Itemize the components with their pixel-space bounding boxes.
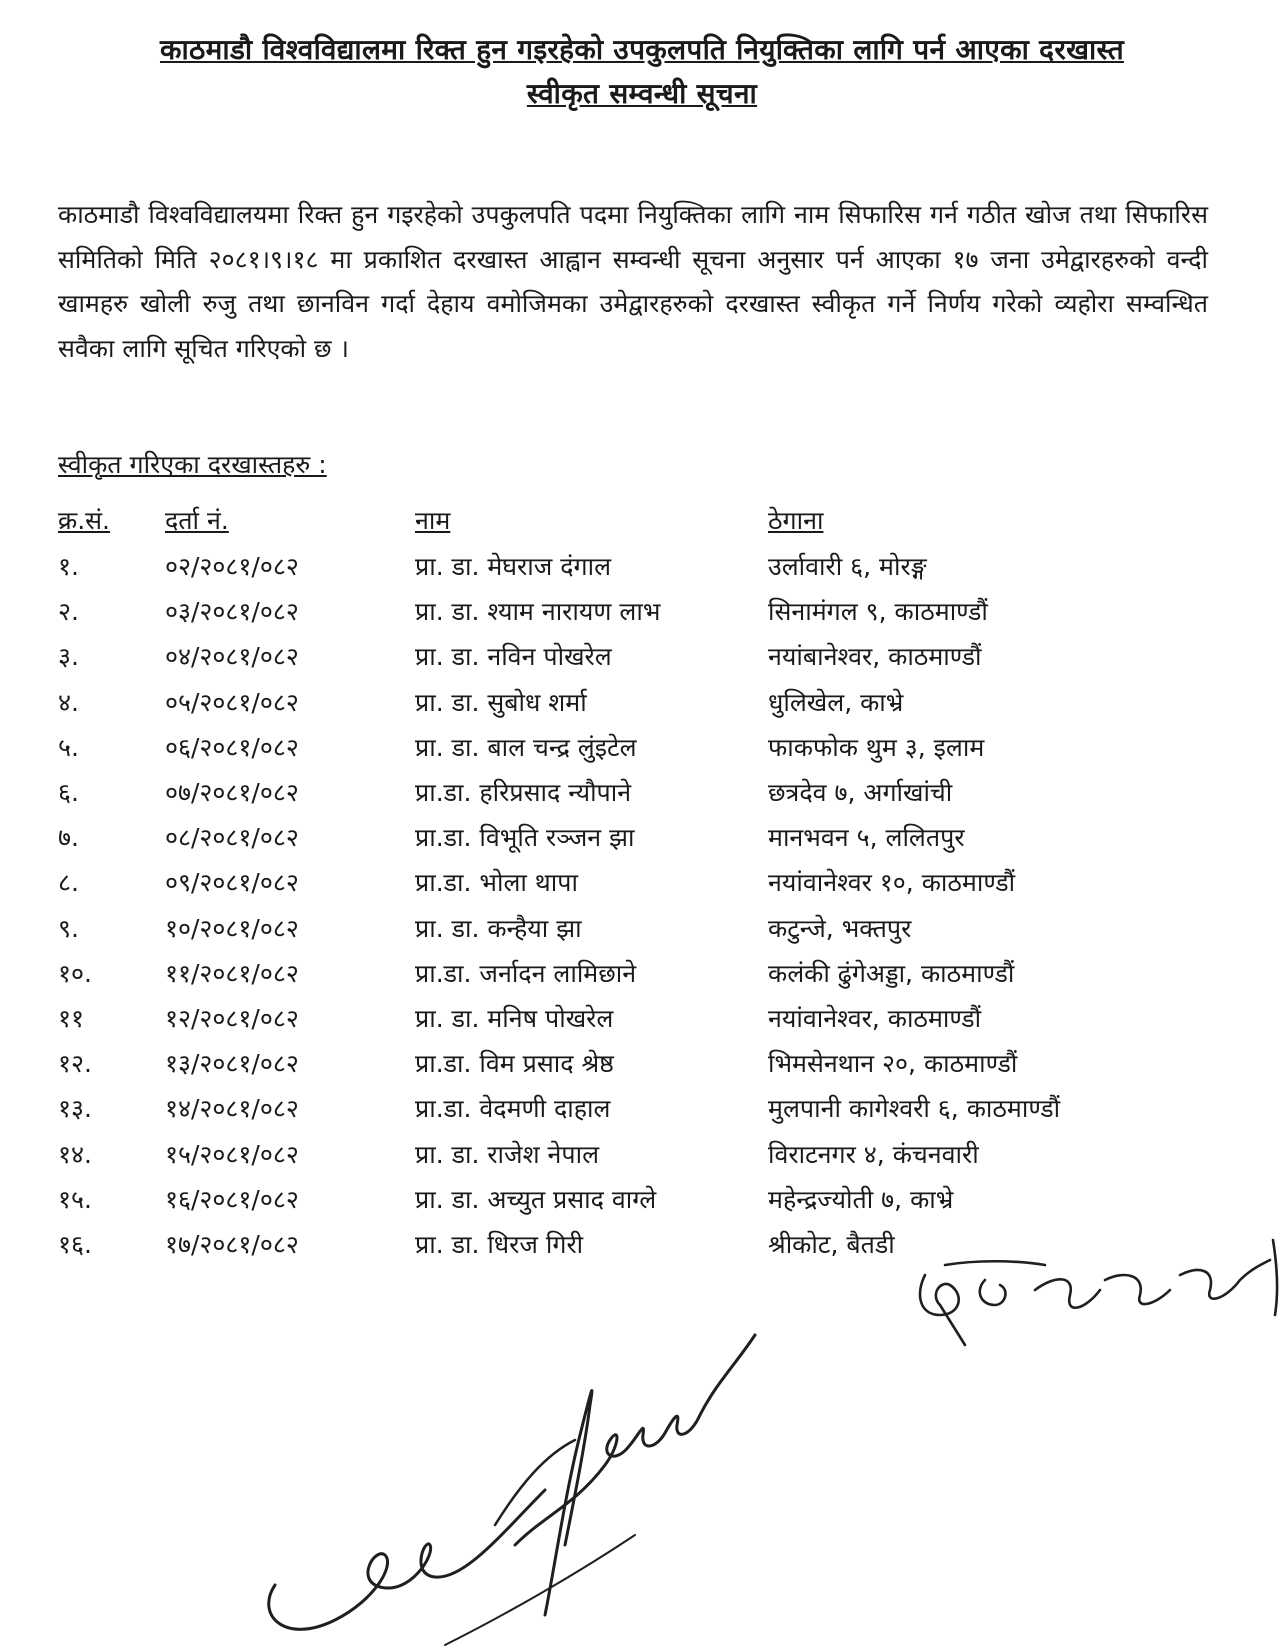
registration-number: ०५/२०८१/०८२ bbox=[165, 687, 299, 717]
serial-number: ६. bbox=[58, 778, 79, 807]
notice-title-line-1: काठमाडौ विश्वविद्यालमा रिक्त हुन गइरहेको उपकुलपति नियुक्तिका लागि पर्न आएका दरखास्त bbox=[159, 33, 1125, 66]
applicant-name: प्रा.डा. वेदमणी दाहाल bbox=[415, 1094, 611, 1124]
table-row bbox=[0, 685, 1284, 725]
registration-number: १५/२०८१/०८२ bbox=[165, 1139, 299, 1169]
applicant-address: श्रीकोट, बैतडी bbox=[768, 1230, 895, 1259]
table-row bbox=[0, 1137, 1284, 1177]
serial-number: ८. bbox=[58, 868, 79, 898]
applicant-name: प्रा.डा. हरिप्रसाद न्यौपाने bbox=[415, 778, 632, 807]
serial-number: १५. bbox=[58, 1184, 92, 1214]
header-registration-number: दर्ता नं. bbox=[165, 506, 229, 535]
registration-number: ०३/२०८१/०८२ bbox=[165, 597, 299, 627]
applicant-address: धुलिखेल, काभ्रे bbox=[768, 687, 904, 717]
applicant-address: मानभवन ५, ललितपुर bbox=[768, 823, 965, 853]
table-row bbox=[0, 1046, 1284, 1086]
applicant-name: प्रा. डा. नविन पोखरेल bbox=[415, 642, 612, 672]
accepted-applications-heading: स्वीकृत गरिएका दरखास्तहरु : bbox=[58, 450, 327, 479]
applicant-name: प्रा. डा. मेघराज दंगाल bbox=[415, 552, 612, 581]
applicant-name: प्रा.डा. विभूति रञ्जन झा bbox=[415, 823, 635, 853]
registration-number: १७/२०८१/०८२ bbox=[165, 1230, 299, 1259]
signature-left bbox=[245, 1315, 765, 1650]
registration-number: ०४/२०८१/०८२ bbox=[165, 642, 299, 672]
serial-number: १६. bbox=[58, 1230, 92, 1259]
applicant-name: प्रा. डा. बाल चन्द्र लुंइटेल bbox=[415, 732, 637, 762]
table-row bbox=[0, 865, 1284, 905]
applicant-name: प्रा. डा. धिरज गिरी bbox=[415, 1230, 584, 1259]
applicant-address: नयांवानेश्वर, काठमाण्डौं bbox=[768, 1004, 982, 1033]
applicant-address: विराटनगर ४, कंचनवारी bbox=[768, 1139, 979, 1169]
header-serial-number: क्र.सं. bbox=[58, 506, 110, 535]
serial-number: ५. bbox=[58, 732, 79, 762]
applicant-name: प्रा. डा. मनिष पोखरेल bbox=[415, 1004, 614, 1033]
registration-number: १२/२०८१/०८२ bbox=[165, 1004, 299, 1033]
registration-number: ०७/२०८१/०८२ bbox=[165, 778, 299, 807]
applicant-address: उर्लावारी ६, मोरङ्ग bbox=[768, 552, 927, 581]
applicant-name: प्रा.डा. भोला थापा bbox=[415, 868, 578, 898]
table-row bbox=[0, 1091, 1284, 1131]
header-name: नाम bbox=[415, 506, 451, 535]
serial-number: १०. bbox=[58, 958, 92, 988]
notice-paragraph: काठमाडौ विश्वविद्यालयमा रिक्त हुन गइरहेको उपकुलपति पदमा नियुक्तिका लागि नाम सिफारिस गर्न गठीत खोज तथा सिफारिस समितिको मिति २०८१।९।१८ मा प्रकाशित दरखास्त आह्वान सम्वन्धी सूचना अनुसार पर्न आएका १७ जना उमेद्वारहरुको वन्दी खामहरु खोली रुजु तथा छानविन गर्दा देहाय वमोजिमका उमेद्वारहरुको दरखास्त स्वीकृत गर्ने निर्णय गरेको व्यहोरा सम्वन्धित सवैका लागि सूचित गरिएको छ । bbox=[58, 200, 1208, 363]
table-row bbox=[0, 1182, 1284, 1222]
applicant-address: नयांबानेश्वर, काठमाण्डौं bbox=[768, 642, 982, 672]
applicant-name: प्रा. डा. कन्हैया झा bbox=[415, 913, 582, 943]
notice-title-line-2: स्वीकृत सम्वन्धी सूचना bbox=[526, 77, 758, 110]
serial-number: १४. bbox=[58, 1139, 92, 1169]
registration-number: १४/२०८१/०८२ bbox=[165, 1094, 299, 1124]
applicant-address: फाकफोक थुम ३, इलाम bbox=[768, 732, 985, 762]
table-header-row bbox=[0, 503, 1284, 543]
applicant-name: प्रा.डा. जर्नादन लामिछाने bbox=[415, 958, 637, 988]
table-row bbox=[0, 775, 1284, 815]
registration-number: ०९/२०८१/०८२ bbox=[165, 868, 299, 898]
serial-number: ४. bbox=[58, 687, 79, 717]
serial-number: ११ bbox=[58, 1004, 85, 1033]
applicant-name: प्रा. डा. अच्युत प्रसाद वाग्ले bbox=[415, 1184, 657, 1214]
table-row bbox=[0, 594, 1284, 634]
registration-number: ०६/२०८१/०८२ bbox=[165, 732, 299, 762]
applicant-address: कटुन्जे, भक्तपुर bbox=[768, 913, 912, 943]
signature-middle-strokes bbox=[445, 1335, 755, 1645]
registration-number: १३/२०८१/०८२ bbox=[165, 1049, 299, 1079]
applicant-name: प्रा.डा. विम प्रसाद श्रेष्ठ bbox=[415, 1049, 614, 1079]
applicant-address: सिनामंगल ९, काठमाण्डौं bbox=[768, 597, 988, 627]
serial-number: १३. bbox=[58, 1094, 92, 1124]
registration-number: १०/२०८१/०८२ bbox=[165, 913, 299, 943]
table-row bbox=[0, 911, 1284, 951]
serial-number: ३. bbox=[58, 642, 79, 672]
table-row bbox=[0, 820, 1284, 860]
table-row bbox=[0, 730, 1284, 770]
table-row bbox=[0, 639, 1284, 679]
table-row bbox=[0, 549, 1284, 589]
applicant-name: प्रा. डा. सुबोध शर्मा bbox=[415, 687, 587, 717]
applicant-address: भिमसेनथान २०, काठमाण्डौं bbox=[768, 1049, 1018, 1079]
signature-right bbox=[905, 1235, 1284, 1365]
serial-number: ७. bbox=[58, 823, 79, 853]
applicant-address: छत्रदेव ७, अर्गाखांची bbox=[768, 778, 953, 807]
serial-number: १. bbox=[58, 552, 79, 581]
applicant-name: प्रा. डा. श्याम नारायण लाभ bbox=[415, 597, 661, 627]
registration-number: १६/२०८१/०८२ bbox=[165, 1184, 299, 1214]
applicant-address: महेन्द्रज्योती ७, काभ्रे bbox=[768, 1184, 954, 1214]
table-row bbox=[0, 1001, 1284, 1041]
header-address: ठेगाना bbox=[768, 506, 824, 535]
applicant-address: नयांवानेश्वर १०, काठमाण्डौं bbox=[768, 868, 1016, 898]
signature-right-strokes bbox=[920, 1240, 1277, 1345]
applicant-address: कलंकी ढुंगेअड्डा, काठमाण्डौं bbox=[768, 958, 1015, 988]
table-row bbox=[0, 956, 1284, 996]
serial-number: २. bbox=[58, 597, 79, 627]
serial-number: ९. bbox=[58, 913, 79, 943]
applicant-name: प्रा. डा. राजेश नेपाल bbox=[415, 1139, 600, 1169]
registration-number: ०८/२०८१/०८२ bbox=[165, 823, 299, 853]
registration-number: ११/२०८१/०८२ bbox=[165, 958, 299, 988]
applicant-address: मुलपानी कागेश्वरी ६, काठमाण्डौं bbox=[768, 1094, 1061, 1124]
registration-number: ०२/२०८१/०८२ bbox=[165, 552, 299, 581]
serial-number: १२. bbox=[58, 1049, 92, 1079]
